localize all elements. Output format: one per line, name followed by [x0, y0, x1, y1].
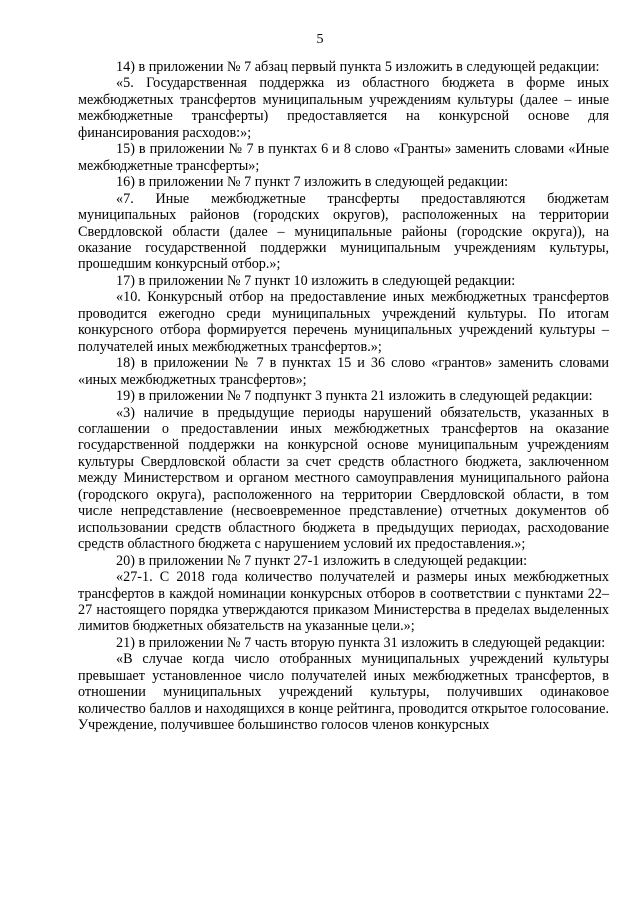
paragraph-item-18: 18) в приложении № 7 в пунктах 15 и 36 слово «грантов» заменить словами «иных межбюджетных трансфертов»; — [78, 355, 609, 388]
paragraph-item-20: 20) в приложении № 7 пункт 27-1 изложить в следующей редакции: — [116, 552, 528, 569]
paragraph-item-16: 16) в приложении № 7 пункт 7 изложить в следующей редакции: — [116, 174, 509, 191]
paragraph-item-21: 21) в приложении № 7 часть вторую пункта 31 изложить в следующей редакции: — [116, 634, 606, 651]
paragraph-item-17: 17) в приложении № 7 пункт 10 изложить в следующей редакции: — [116, 272, 516, 289]
page-number: 5 — [316, 32, 324, 47]
paragraph-item-14: 14) в приложении № 7 абзац первый пункта 5 изложить в следующей редакции: — [116, 59, 600, 75]
paragraph-quote-27-1: «27-1. С 2018 года количество получателей и размеры иных межбюджетных трансфертов в каждой номинации конкурсных отборов в соответствии с пунктами 22–27 настоящего порядка утверждаются приказом Министерства в пределах выделенных лимитов бюджетных обязательств на указанные цели.»; — [78, 569, 609, 635]
paragraph-quote-3: «3) наличие в предыдущие периоды нарушений обязательств, указанных в соглашении о предоставлении иных межбюджетных трансфертов на оказание государственной поддержки на конкурсной основе муниципальным учреждениям культуры Свердловской области за счет средств областного бюджета, заключенном между Министерством и органом местного самоуправления муниципального района (городского округа), расположенного на территории Свердловской области, в том числе непредставление (несвоевременное представление) отчетных документов об использовании средств областного бюджета в предыдущих периодах, расходование средств областного бюджета с нарушением условий их предоставления.»; — [78, 404, 609, 553]
paragraph-quote-voting: «В случае когда число отобранных муниципальных учреждений культуры превышает установленное число получателей иных межбюджетных трансфертов, в отношении муниципальных учреждений культуры, получивших одинаковое количество баллов и находящихся в конце рейтинга, проводится открытое голосование. Учреждение, получившее большинство голосов членов конкурсных — [78, 651, 609, 734]
document-body — [78, 59, 609, 734]
paragraph-quote-5: «5. Государственная поддержка из областного бюджета в форме иных межбюджетных трансфертов муниципальным учреждениям культуры (далее – иные межбюджетные трансферты) предоставляется на конкурсной основе для финансирования расходов:»; — [78, 75, 609, 141]
paragraph-quote-7: «7. Иные межбюджетные трансферты предоставляются бюджетам муниципальных районов (городских округов), расположенных на территории Свердловской области (далее – муниципальные районы (городские округа)), на оказание государственной поддержки муниципальным учреждениям культуры, прошедшим конкурсный отбор.»; — [78, 190, 609, 273]
paragraph-quote-10: «10. Конкурсный отбор на предоставление иных межбюджетных трансфертов проводится ежегодно среди муниципальных учреждений культуры. По итогам конкурсного отбора формируется перечень муниципальных учреждений культуры – получателей иных межбюджетных трансфертов.»; — [78, 289, 609, 355]
paragraph-item-15: 15) в приложении № 7 в пунктах 6 и 8 слово «Гранты» заменить словами «Иные межбюджетные трансферты»; — [78, 141, 609, 174]
paragraph-item-19: 19) в приложении № 7 подпункт 3 пункта 21 изложить в следующей редакции: — [116, 388, 593, 405]
